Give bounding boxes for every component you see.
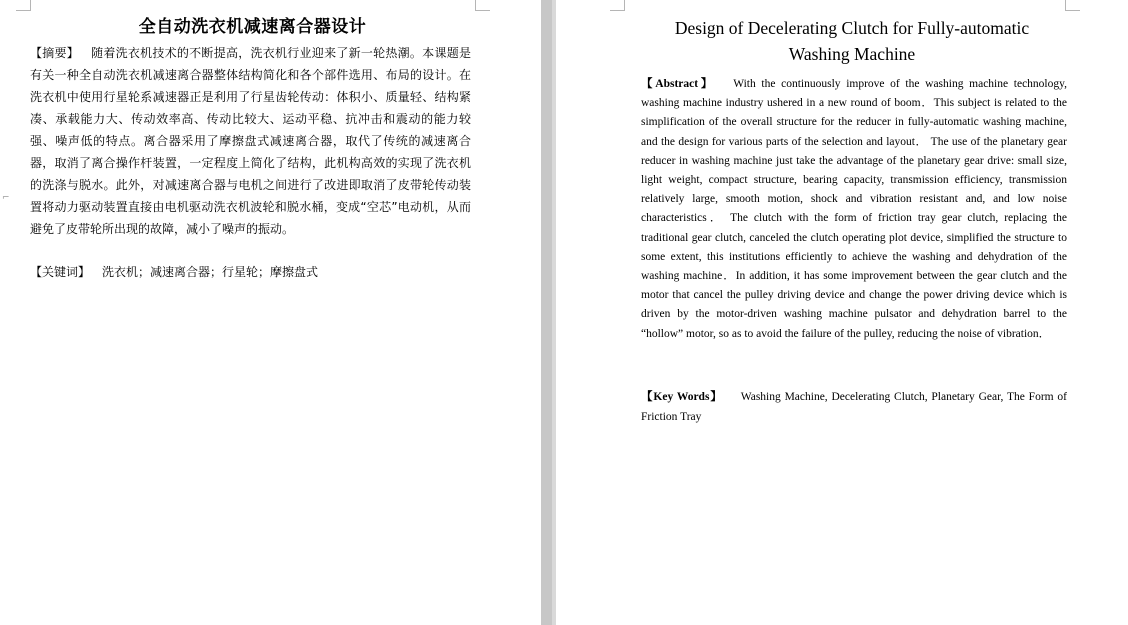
chinese-abstract-page: [0, 0, 541, 625]
english-title: [638, 15, 1066, 67]
english-abstract-label: 【Abstract】: [641, 78, 716, 90]
chinese-title: 全自动洗衣机减速离合器设计: [138, 17, 367, 37]
english-keywords: [641, 388, 1067, 427]
chinese-abstract-label: 【摘要】: [30, 46, 80, 60]
page-corner-mark: [16, 0, 31, 11]
page-corner-mark: [475, 0, 490, 11]
margin-marker-icon: ⌐: [2, 193, 10, 203]
english-keywords-label: 【Key Words】: [641, 391, 723, 403]
english-keywords-text: Washing Machine, Decelerating Clutch, Planetary Gear, The Form of Friction Tray: [641, 391, 1067, 423]
english-abstract-page: [556, 0, 1128, 625]
english-title-line-1: Design of Decelerating Clutch for Fully-automatic: [674, 18, 1030, 38]
chinese-abstract: [30, 42, 471, 240]
page-corner-mark: [1065, 0, 1080, 11]
english-title-line-2: Washing Machine: [788, 44, 916, 64]
chinese-abstract-text: 随着洗衣机技术的不断提高，洗衣机行业迎来了新一轮热潮。本课题是有关一种全自动洗衣机减速离合器整体结构简化和各个部件选用、布局的设计。在洗衣机中使用行星轮系减速器正是利用了行星齿轮传动：体积小、质量轻、结构紧凑、承载能力大、传动效率高、传动比较大、运动平稳、抗冲击和震动的能力较强、噪声低的特点。离合器采用了摩擦盘式减速离合器，取代了传统的减速离合器，取消了离合操作杆装置，一定程度上简化了结构，此机构高效的实现了洗衣机的洗涤与脱水。此外，对减速离合器与电机之间进行了改进即取消了皮带轮传动装置将动力驱动装置直接由电机驱动洗衣机波轮和脱水桶，变成“空芯”电动机，从而避免了皮带轮所出现的故障，减小了噪声的振动。: [30, 46, 471, 236]
chinese-keywords-label: 【关键词】: [30, 265, 91, 279]
chinese-keywords: [30, 262, 471, 282]
english-abstract-text: With the continuously improve of the washing machine technology, washing machine industry ushered in a new round of boom．This subject is related to the simplification of the overall structure for the reducer in fully-automatic washing machine, and the design for various parts of the selection and layout． The use of the planetary gear reducer in washing machine just take the advantage of the planetary gear drive: small size, light weight, compact structure, bearing capacity, transmission efficiency, transmission relatively large, smooth motion, shock and vibration resistant and, and low noise characteristics． The clutch with the form of friction tray gear clutch, replacing the traditional gear clutch, canceled the clutch operating plot device, simplified the structure to some extent, this institutions efficiently to achieve the washing and dehydration of the washing machine．In addition, it has some improvement between the gear clutch and the motor that cancel the pulley driving device and change the power driving device which is driven by the motor-driven washing machine pulsator and dehydration barrel to the “hollow” motor, so as to avoid the failure of the pulley, reducing the noise of vibration．: [641, 78, 1067, 340]
page-corner-mark: [610, 0, 625, 11]
chinese-keywords-text: 洗衣机；减速离合器；行星轮；摩擦盘式: [102, 265, 319, 279]
english-abstract: [641, 75, 1067, 344]
